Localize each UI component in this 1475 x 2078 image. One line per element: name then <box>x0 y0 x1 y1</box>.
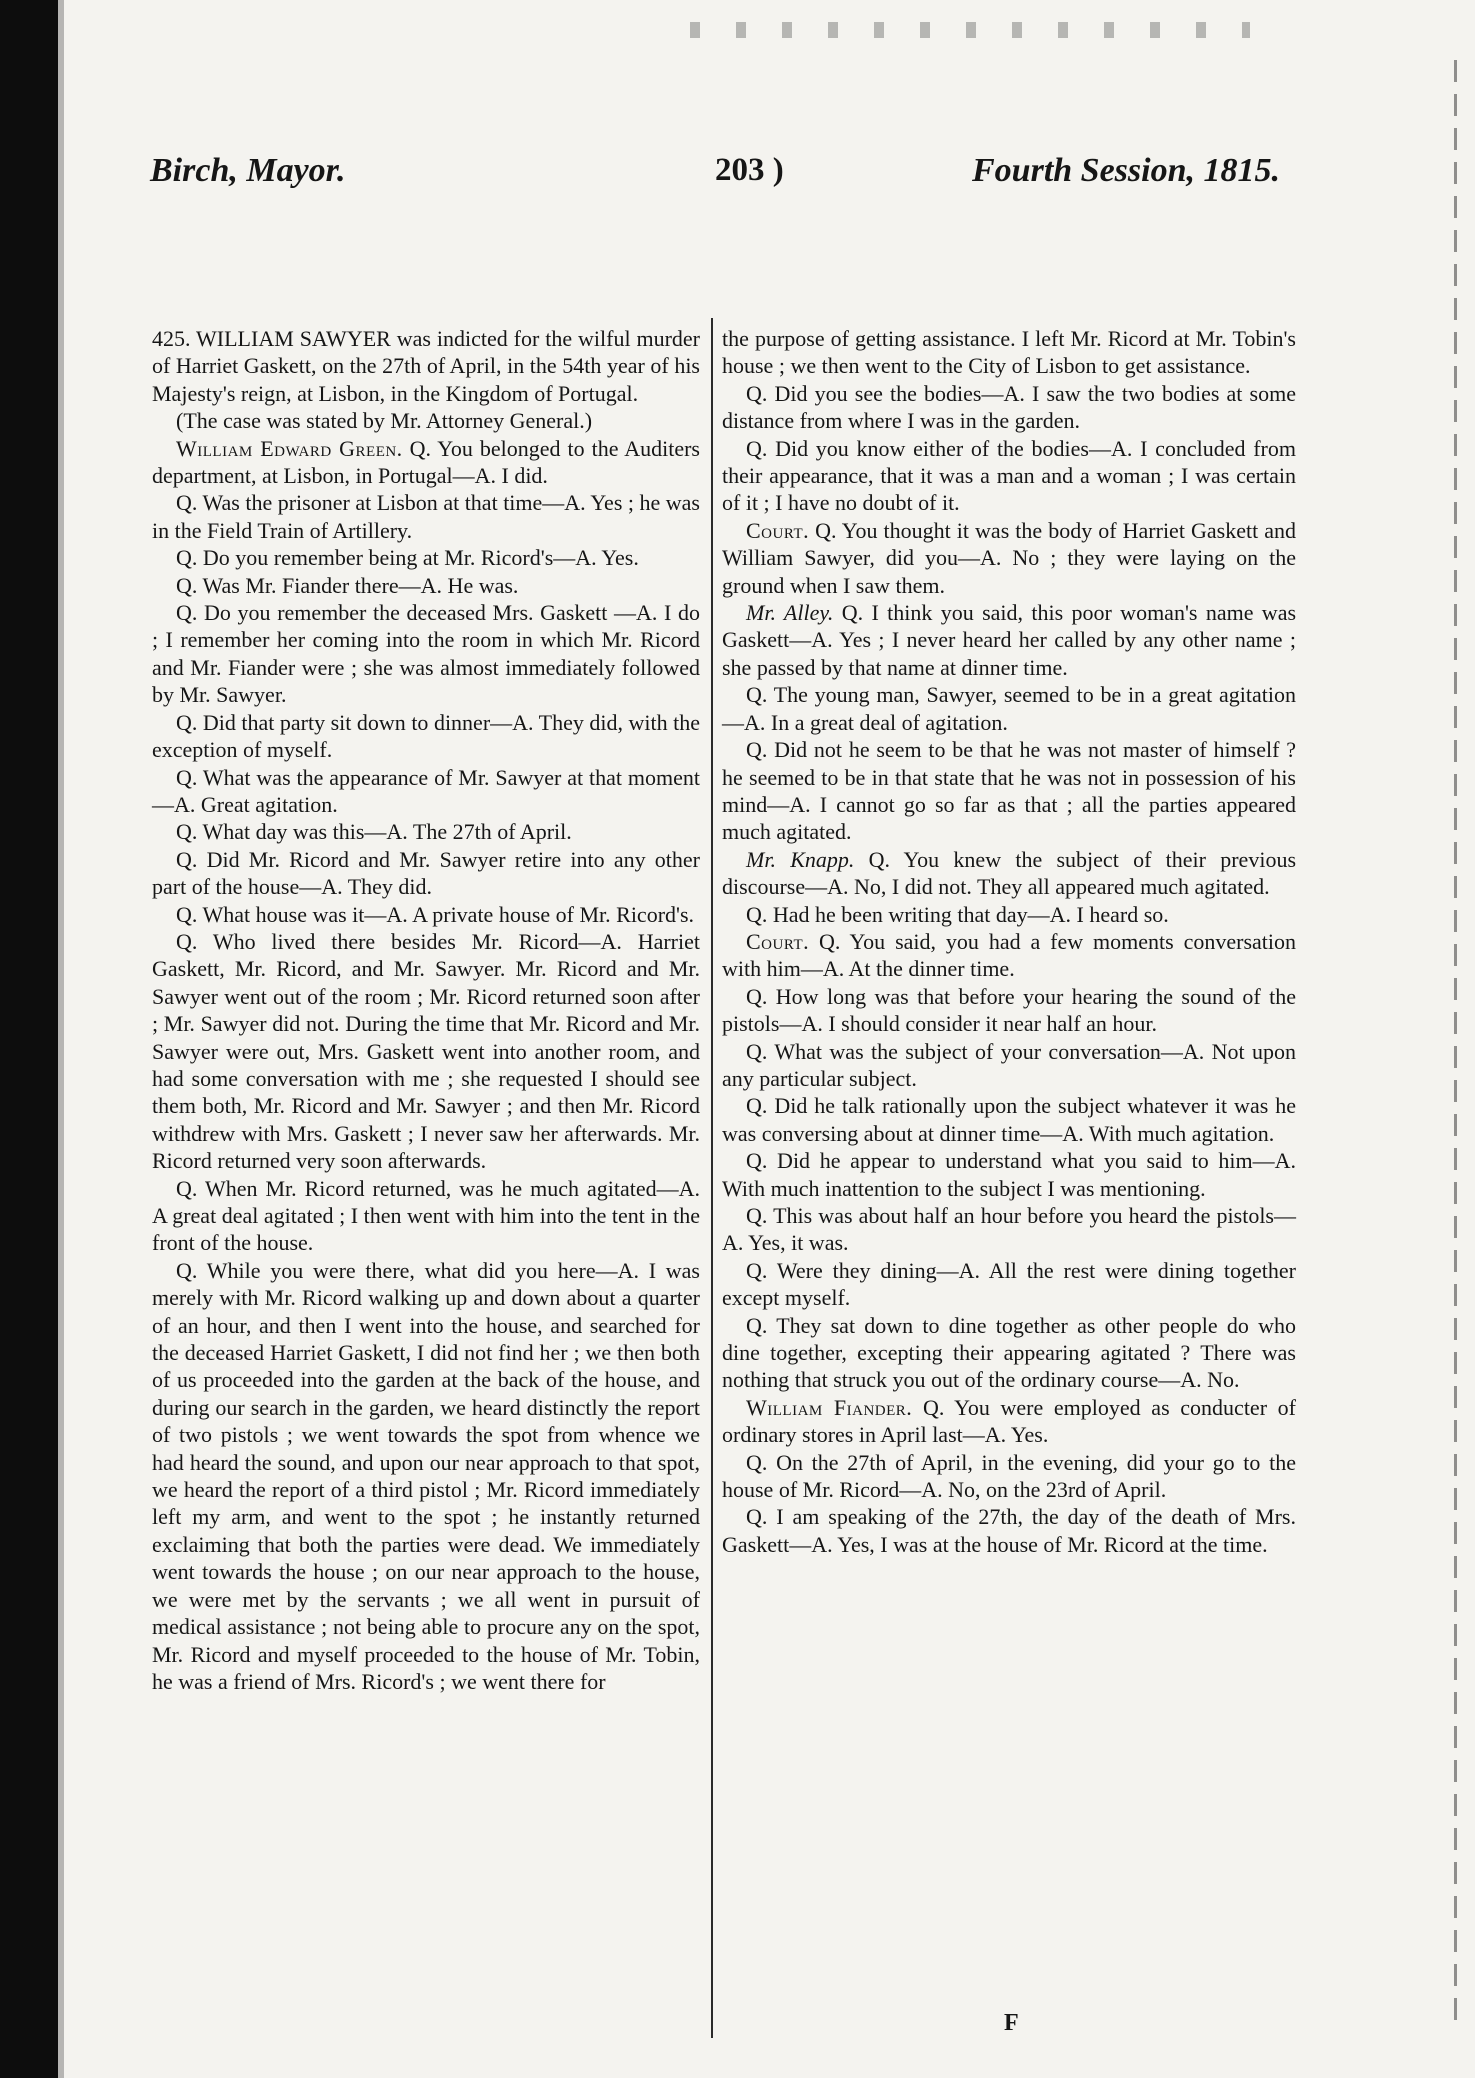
paragraph-text: Q. Who lived there besides Mr. Ricord—A. Harriet Gaskett, Mr. Ricord, and Mr. Sawyer. Mr. Ricord and Mr. Sawyer went out of the room ; Mr. Ricord returned soon after ; Mr. Sawyer did not. During the time that Mr. Ricord and Mr. Sawyer were out, Mrs. Gaskett went into another room, and had some conversation with me ; she requested I should see them both, Mr. Ricord and Mr. Sawyer ; and then Mr. Ricord withdrew with Mrs. Gaskett ; I never saw her afterwards. Mr. Ricord returned very soon afterwards. <box>152 928 700 1174</box>
paragraph <box>722 1038 1296 1093</box>
page-number: 203 ) <box>715 152 784 188</box>
binding-edge <box>58 0 64 2078</box>
paragraph <box>152 1257 700 1696</box>
page-edge-marks <box>1454 60 1457 2020</box>
counsel-name: Mr. Knapp. <box>746 846 855 872</box>
paragraph <box>152 572 700 599</box>
paragraph-text: the purpose of getting assistance. I left Mr. Ricord at Mr. Tobin's house ; we then went to the City of Lisbon to get assistance. <box>722 326 1296 379</box>
paragraph <box>152 901 700 928</box>
paragraph <box>152 846 700 901</box>
paragraph <box>152 764 700 819</box>
paragraph-text: Q. Did he appear to understand what you said to him—A. With much inattention to the subject I was mentioning. <box>722 1148 1296 1201</box>
paragraph <box>722 846 1296 901</box>
paragraph <box>722 1147 1296 1202</box>
paragraph <box>152 544 700 571</box>
case-number: 425. <box>152 326 191 351</box>
paragraph <box>722 1202 1296 1257</box>
paragraph-text: Q. The young man, Sawyer, seemed to be in a great agitation—A. In a great deal of agitation. <box>722 682 1296 735</box>
paragraph <box>722 901 1296 928</box>
paragraph <box>152 928 700 1175</box>
paragraph-text: (The case was stated by Mr. Attorney General.) <box>176 408 593 434</box>
paragraph-text: Q. Do you remember being at Mr. Ricord's—A. Yes. <box>176 545 639 571</box>
paragraph <box>722 1503 1296 1558</box>
paragraph-text: Q. Did you see the bodies—A. I saw the two bodies at some distance from where I was in the garden. <box>722 380 1296 434</box>
catchword: F <box>1004 2010 1019 2036</box>
paragraph <box>722 1092 1296 1147</box>
paragraph <box>152 709 700 764</box>
paragraph-text: Q. On the 27th of April, in the evening, did your go to the house of Mr. Ricord—A. No, on the 23rd of April. <box>722 1449 1296 1503</box>
paragraph <box>152 325 700 407</box>
paragraph <box>152 435 700 490</box>
paragraph <box>722 1449 1296 1504</box>
paragraph-text: Q. I am speaking of the 27th, the day of the death of Mrs. Gaskett—A. Yes, I was at the house of Mr. Ricord at the time. <box>722 1504 1296 1557</box>
paragraph <box>722 1312 1296 1394</box>
paragraph-text: Q. They sat down to dine together as other people do who dine together, excepting their appearing agitated ? There was nothing that struck you out of the ordinary course—A. No. <box>722 1312 1296 1393</box>
speaker-name: Court. <box>746 928 810 954</box>
paragraph-text: Q. Did he talk rationally upon the subject whatever it was he was conversing about at dinner time—A. With much agitation. <box>722 1093 1296 1146</box>
paragraph-text: Q. Did you know either of the bodies—A. I concluded from their appearance, that it was a man and a woman ; I was certain of it ; I have no doubt of it. <box>722 435 1296 516</box>
running-head-left: Birch, Mayor. <box>150 152 346 189</box>
paragraph-text: Q. You said, you had a few moments conversation with him—A. At the dinner time. <box>722 928 1296 982</box>
book-binding-shadow <box>0 0 58 2078</box>
paragraph <box>722 736 1296 846</box>
paragraph-text: Q. You belonged to the Auditers department, at Lisbon, in Portugal—A. I did. <box>152 435 700 489</box>
paragraph <box>722 380 1296 435</box>
column-divider <box>711 318 713 2038</box>
paragraph <box>722 435 1296 517</box>
paragraph-text: Q. You were employed as conducter of ordinary stores in April last—A. Yes. <box>722 1394 1296 1448</box>
paragraph-text: Q. Do you remember the deceased Mrs. Gaskett —A. I do ; I remember her coming into the room in which Mr. Ricord and Mr. Fiander were ; she was almost immediately followed by Mr. Sawyer. <box>152 600 700 708</box>
paragraph <box>722 928 1296 983</box>
paragraph-text: Q. What day was this—A. The 27th of April. <box>176 819 572 845</box>
paragraph-text: Q. How long was that before your hearing the sound of the pistols—A. I should consider it near half an hour. <box>722 983 1296 1037</box>
paragraph-text: Q. Was the prisoner at Lisbon at that time—A. Yes ; he was in the Field Train of Artillery. <box>152 490 700 543</box>
paragraph-text: Q. Did not he seem to be that he was not master of himself ? he seemed to be in that state that he was not in possession of his mind—A. I cannot go so far as that ; all the parties appeared much agitated. <box>722 737 1296 845</box>
paragraph-text: Q. What house was it—A. A private house of Mr. Ricord's. <box>176 901 695 927</box>
paragraph-text: Q. What was the subject of your conversation—A. Not upon any particular subject. <box>722 1038 1296 1091</box>
paragraph-text: Q. Was Mr. Fiander there—A. He was. <box>176 572 519 598</box>
paragraph <box>152 407 700 434</box>
paragraph <box>722 517 1296 599</box>
paragraph <box>722 325 1296 380</box>
paragraph-text: Q. I think you said, this poor woman's name was Gaskett—A. Yes ; I never heard her called by any other name ; she passed by that name at dinner time. <box>722 600 1297 680</box>
running-head-right: Fourth Session, 1815. <box>972 152 1280 189</box>
paragraph <box>152 599 700 709</box>
paragraph <box>722 1394 1296 1449</box>
paragraph-text: Q. Were they dining—A. All the rest were dining together except myself. <box>722 1257 1296 1311</box>
paragraph-text: Q. This was about half an hour before you heard the pistols—A. Yes, it was. <box>722 1203 1296 1256</box>
paragraph-text: Q. Did Mr. Ricord and Mr. Sawyer retire into any other part of the house—A. They did. <box>152 846 700 900</box>
paragraph <box>722 681 1296 736</box>
paragraph <box>722 983 1296 1038</box>
speaker-name: Court. <box>746 517 810 543</box>
paragraph-text: Q. When Mr. Ricord returned, was he much agitated—A. A great deal agitated ; I then went with him into the tent in the front of the house. <box>152 1175 700 1256</box>
paragraph <box>152 1175 700 1257</box>
paragraph-text: Q. What was the appearance of Mr. Sawyer at that moment—A. Great agitation. <box>152 764 700 817</box>
paragraph-text: Q. Did that party sit down to dinner—A. They did, with the exception of myself. <box>152 709 700 763</box>
speaker-name: William Edward Green. <box>176 435 403 461</box>
counsel-name: Mr. Alley. <box>746 600 834 626</box>
speaker-name: William Fiander. <box>746 1394 913 1420</box>
paragraph <box>722 1257 1296 1312</box>
right-column <box>722 325 1296 1558</box>
paragraph-text: Q. You knew the subject of their previous discourse—A. No, I did not. They all appeared much agitated. <box>722 846 1296 900</box>
paragraph-text: Q. You thought it was the body of Harriet Gaskett and William Sawyer, did you—A. No ; they were laying on the ground when I saw them. <box>722 517 1296 598</box>
paragraph-text: Q. While you were there, what did you here—A. I was merely with Mr. Ricord walking up and down about a quarter of an hour, and then I went into the house, and searched for the deceased Harriet Gaskett, I did not find her ; we then both of us proceeded into the garden at the back of the house, and during our search in the garden, we heard distinctly the report of two pistols ; we went towards the spot from whence we had heard the sound, and upon our near approach to that spot, we heard the report of a third pistol ; Mr. Ricord immediately left my arm, and went to the spot ; he instantly returned exclaiming that both the parties were dead. We immediately went towards the house ; on our near approach to the house, we were met by the servants ; we all went in pursuit of medical assistance ; not being able to procure any on the spot, Mr. Ricord and myself proceeded to the house of Mr. Tobin, he was a friend of Mrs. Ricord's ; we went there for <box>152 1257 700 1694</box>
paragraph <box>722 599 1296 681</box>
paragraph-text: Q. Had he been writing that day—A. I heard so. <box>746 901 1169 927</box>
paragraph-text: WILLIAM SAWYER was indicted for the wilful murder of Harriet Gaskett, on the 27th of April, in the 54th year of his Majesty's reign, at Lisbon, in the Kingdom of Portugal. <box>152 326 701 406</box>
page-header <box>150 152 1280 202</box>
paragraph <box>152 818 700 845</box>
print-specks <box>690 22 1250 38</box>
paragraph <box>152 489 700 544</box>
left-column <box>152 325 700 1695</box>
